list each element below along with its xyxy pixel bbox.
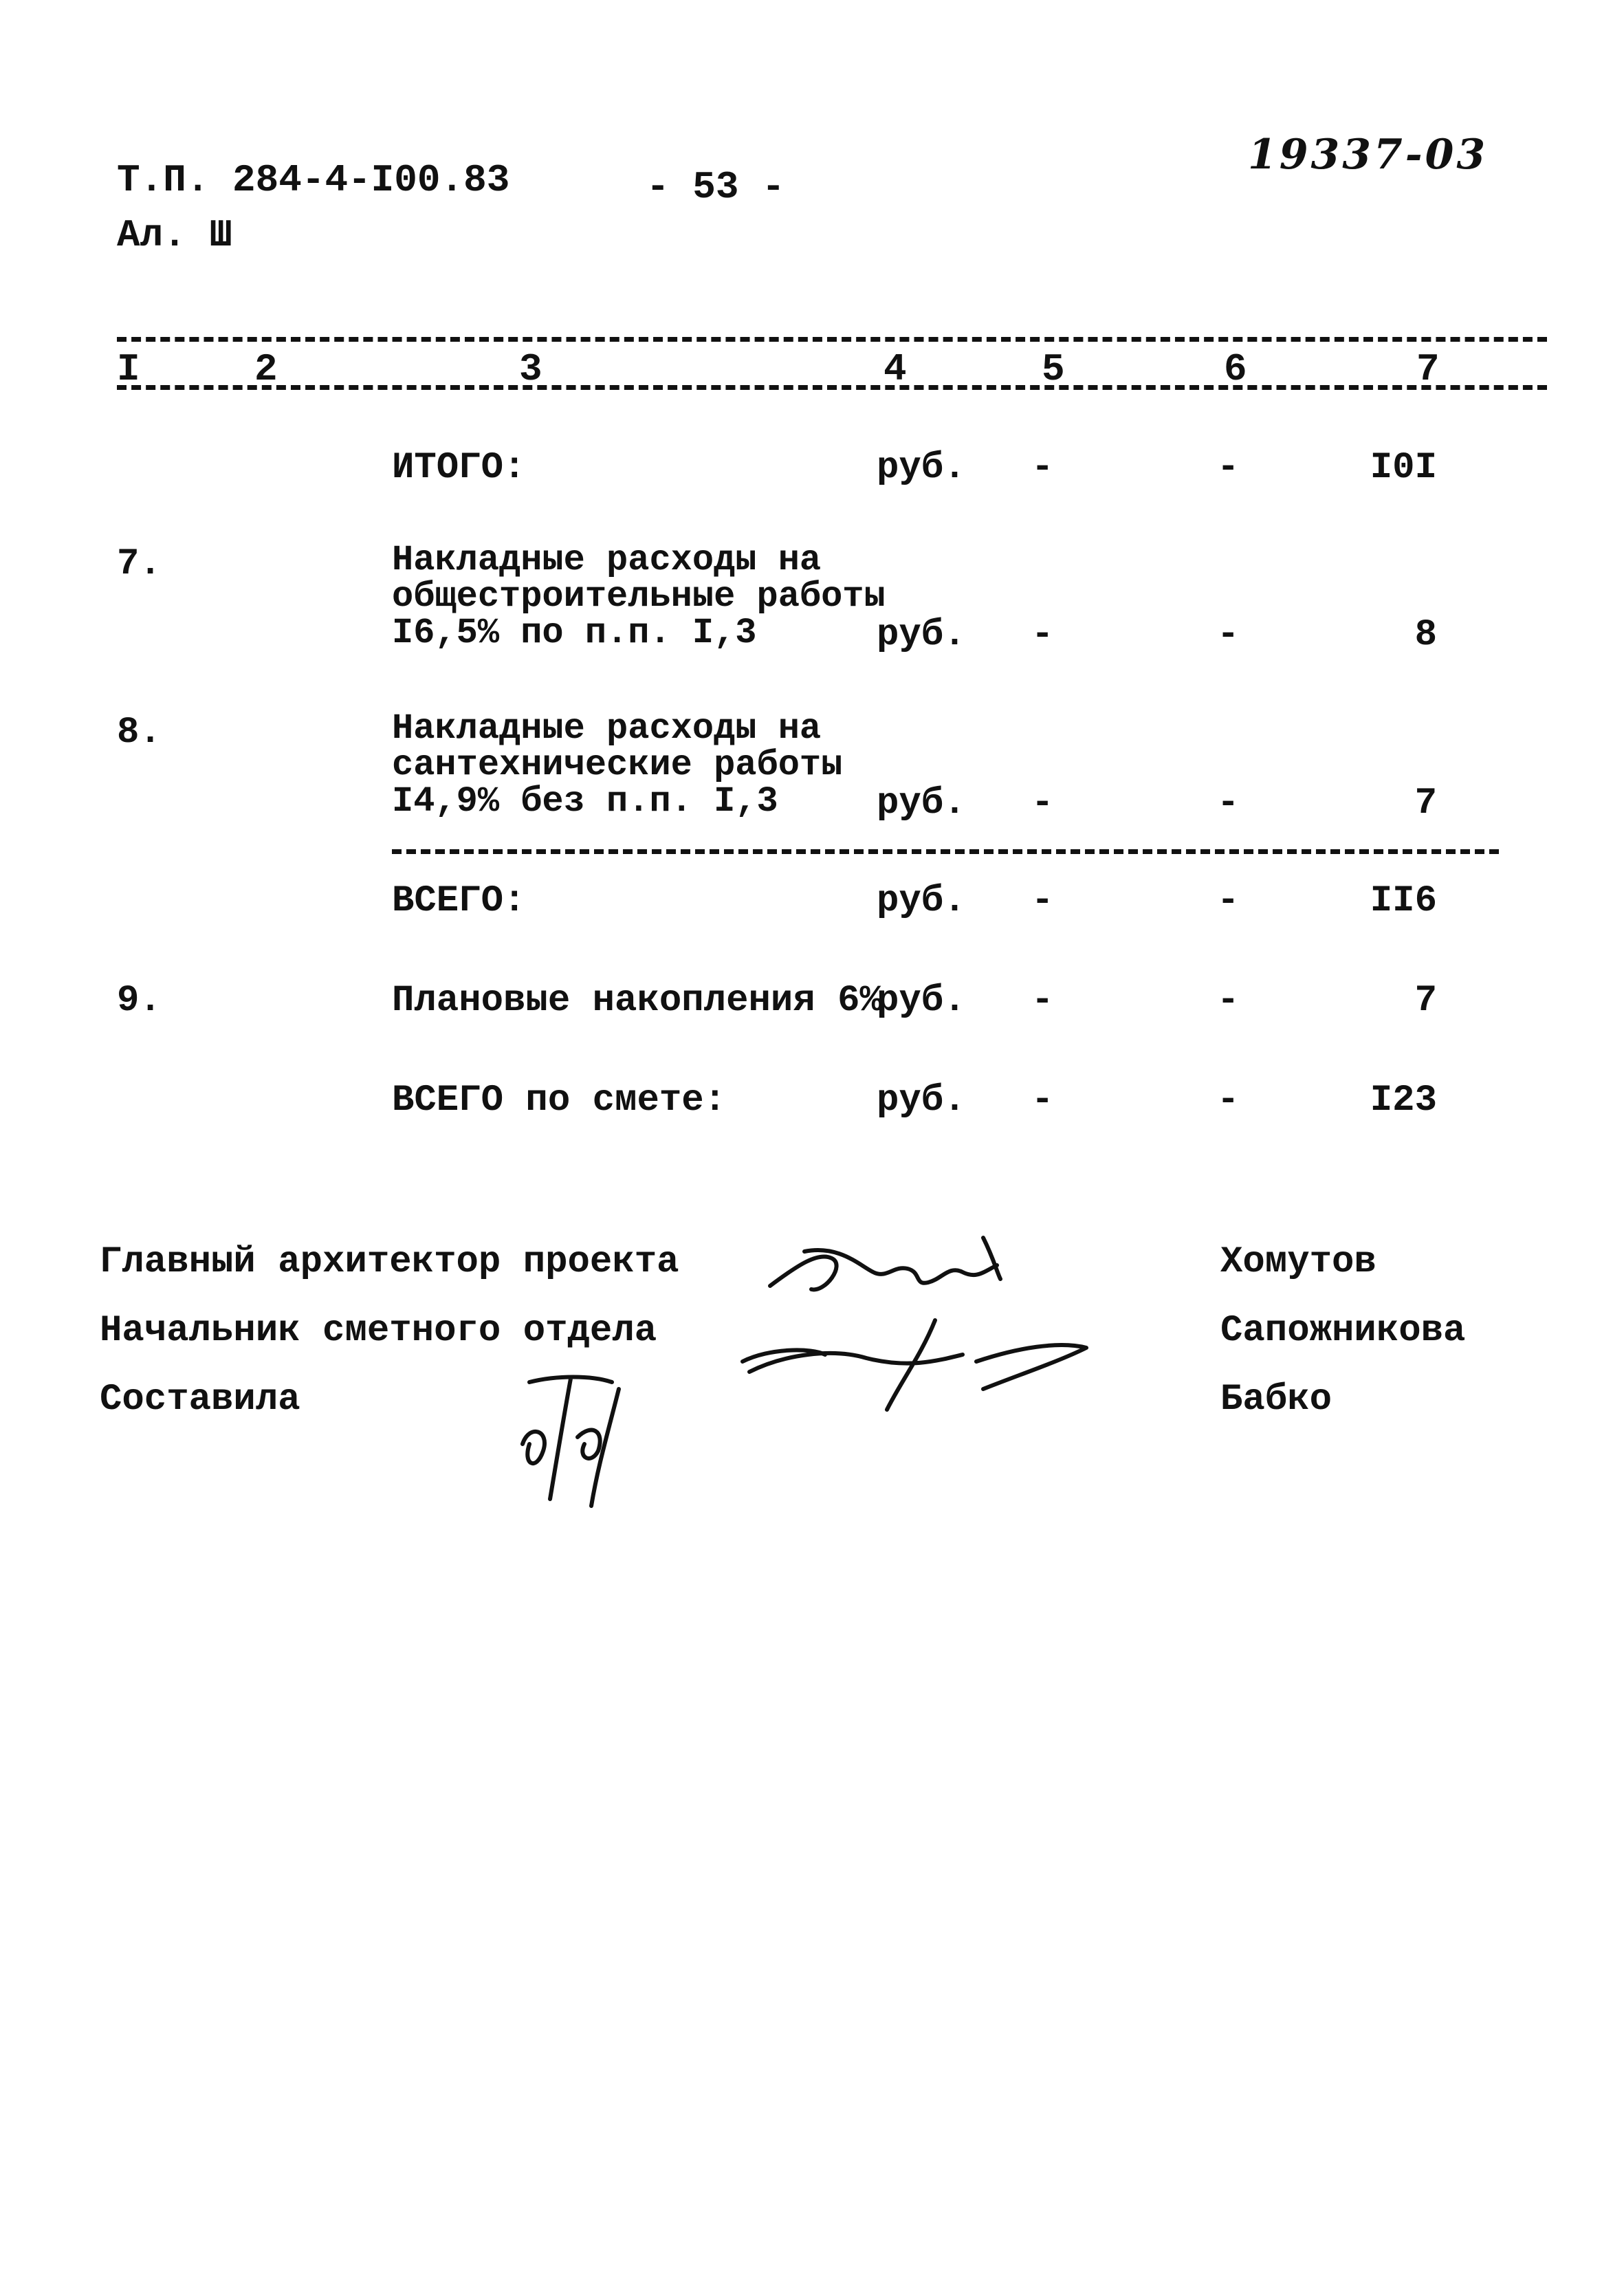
row-total: II6: [1370, 880, 1437, 922]
row-col6: -: [1217, 614, 1240, 656]
row-col6: -: [1217, 783, 1240, 824]
row-description: ИТОГО:: [392, 447, 526, 489]
row-total: 7: [1414, 980, 1437, 1022]
header-bottom-rule: [117, 385, 1547, 390]
col-header-6: 6: [1224, 347, 1247, 391]
row-description-line-3: I4,9% без п.п. I,3: [392, 781, 778, 822]
row-number: 7.: [117, 543, 162, 585]
row-description: Плановые накопления 6%: [392, 980, 882, 1022]
signature-compiler: [495, 1362, 639, 1513]
row-unit: руб.: [877, 880, 966, 922]
row-unit: руб.: [877, 1080, 966, 1122]
row-col6: -: [1217, 880, 1240, 922]
col-header-3: 3: [519, 347, 542, 391]
col-header-2: 2: [254, 347, 278, 391]
signer-title-chief-architect: Главный архитектор проекта: [100, 1241, 679, 1283]
row-col6: -: [1217, 447, 1240, 489]
row-unit: руб.: [877, 980, 966, 1022]
page-number: - 53 -: [646, 165, 785, 209]
doc-reference: Т.П. 284-4-I00.83: [117, 158, 510, 202]
col-header-1: I: [117, 347, 140, 391]
signer-title-estimate-head: Начальник сметного отдела: [100, 1310, 657, 1352]
row-total: I23: [1370, 1080, 1437, 1122]
row-description-line-2: сантехнические работы: [392, 745, 843, 785]
signer-title-compiler: Составила: [100, 1379, 300, 1421]
archive-number: 19337-03: [1248, 131, 1489, 179]
row-total: 7: [1414, 783, 1437, 824]
row-total: 8: [1414, 614, 1437, 656]
col-header-4: 4: [884, 347, 907, 391]
signature-chief-architect: [756, 1224, 1045, 1313]
row-description-line-2: общестроительные работы: [392, 576, 886, 617]
row-total: I0I: [1370, 447, 1437, 489]
row-col5: -: [1031, 880, 1054, 922]
signer-name-compiler: Бабко: [1220, 1379, 1332, 1421]
subtotal-rule: [392, 849, 1499, 854]
row-unit: руб.: [877, 614, 966, 656]
row-description-line-1: Накладные расходы на: [392, 540, 822, 580]
row-unit: руб.: [877, 447, 966, 489]
col-header-7: 7: [1416, 347, 1440, 391]
row-description-line-3: I6,5% по п.п. I,3: [392, 613, 757, 653]
signature-estimate-head: [729, 1307, 1114, 1430]
row-col5: -: [1031, 447, 1054, 489]
row-col6: -: [1217, 980, 1240, 1022]
row-col5: -: [1031, 614, 1054, 656]
row-col5: -: [1031, 980, 1054, 1022]
signer-name-estimate-head: Сапожникова: [1220, 1310, 1466, 1352]
row-unit: руб.: [877, 783, 966, 824]
row-description: ВСЕГО по смете:: [392, 1080, 727, 1122]
row-col6: -: [1217, 1080, 1240, 1122]
row-number: 8.: [117, 712, 162, 754]
row-number: 9.: [117, 980, 162, 1022]
signer-name-chief-architect: Хомутов: [1220, 1241, 1376, 1283]
header-top-rule: [117, 337, 1547, 342]
row-description-line-1: Накладные расходы на: [392, 708, 822, 749]
row-col5: -: [1031, 783, 1054, 824]
album-label: Ал. Ш: [117, 213, 233, 257]
row-description: ВСЕГО:: [392, 880, 526, 922]
col-header-5: 5: [1042, 347, 1065, 391]
row-col5: -: [1031, 1080, 1054, 1122]
